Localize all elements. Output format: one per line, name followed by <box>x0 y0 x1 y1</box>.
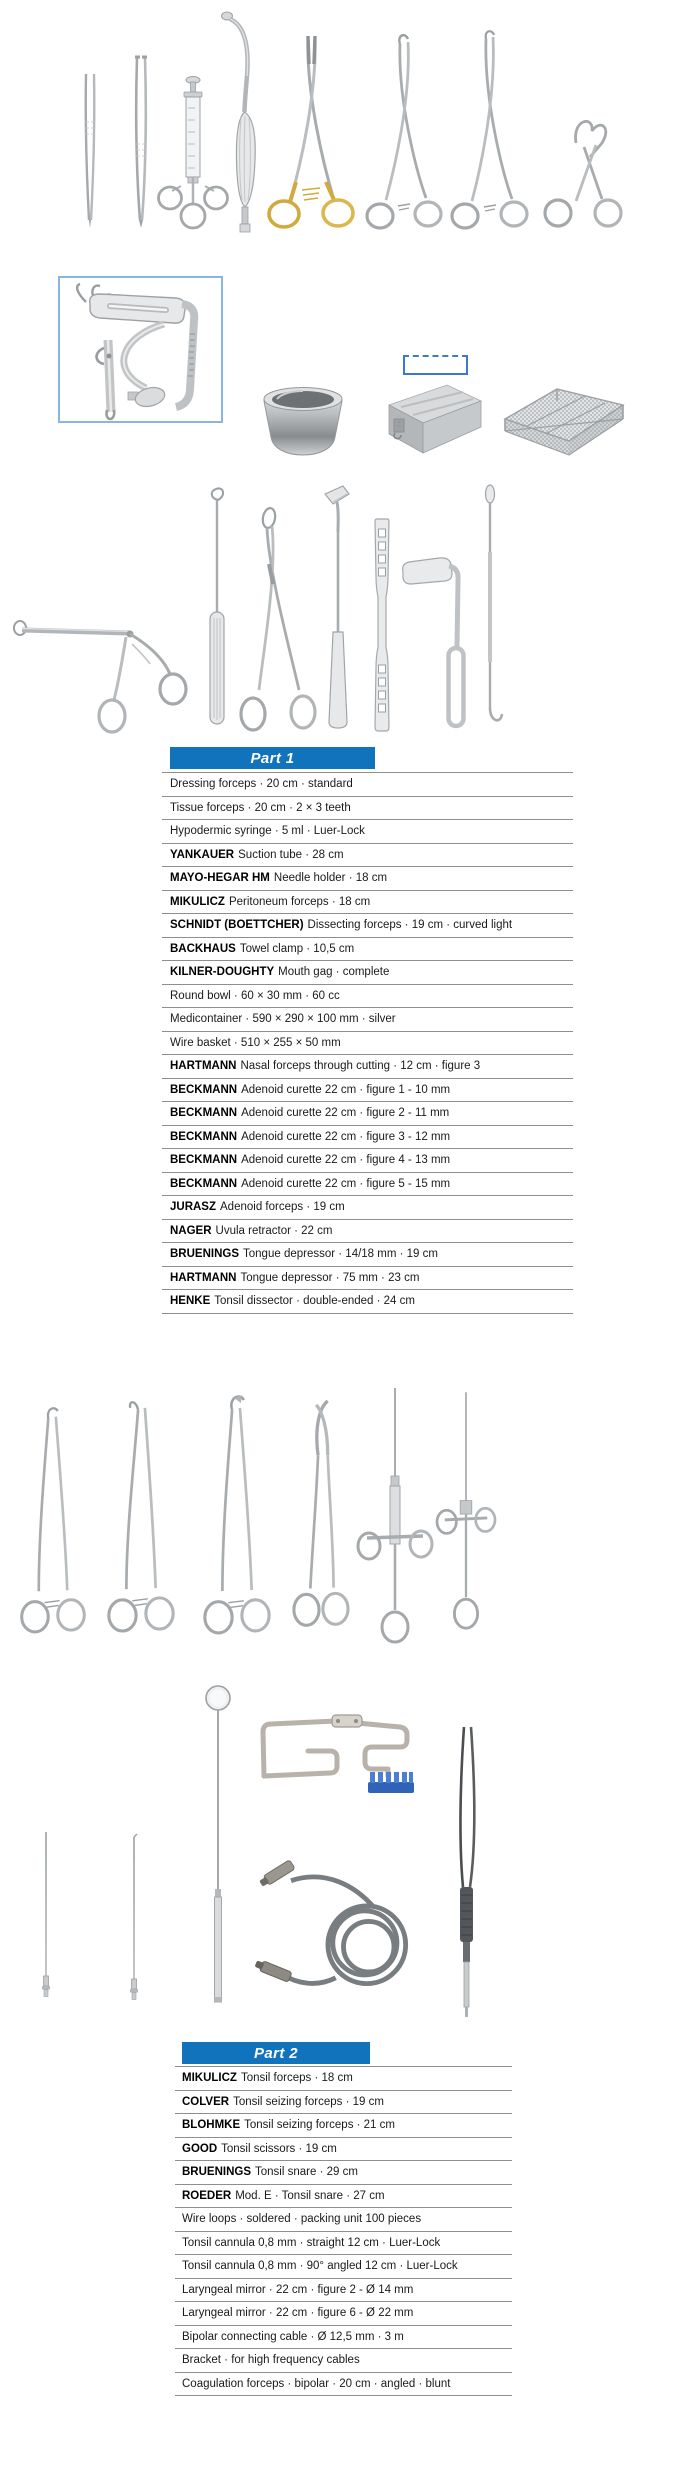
part2-table-row <box>175 2207 512 2231</box>
tissue-forceps-image <box>128 52 154 232</box>
item-description: Medicontainer · 590 × 290 × 100 mm · silver <box>170 1013 396 1025</box>
item-description: Adenoid curette 22 cm · figure 3 - 12 mm <box>241 1130 451 1143</box>
item-description: Adenoid curette 22 cm · figure 4 - 13 mm <box>241 1154 451 1166</box>
part2-table-row <box>175 2348 512 2372</box>
item-maker-name: HARTMANN <box>170 1060 237 1072</box>
part1-table-row <box>162 1172 573 1196</box>
item-maker-name: BLOHMKE <box>182 2119 241 2131</box>
part2-table-row <box>175 2325 512 2349</box>
blohmke-tonsil-seizing-forceps-image <box>199 1387 275 1645</box>
part1-table-row <box>162 866 573 890</box>
bipolar-connecting-cable-image <box>258 1858 428 2016</box>
item-maker-name: MIKULICZ <box>170 895 225 908</box>
item-description: Wire basket · 510 × 255 × 50 mm <box>170 1036 341 1049</box>
part1-header <box>170 747 375 769</box>
part1-table-row <box>162 913 573 937</box>
item-description: Mod. E · Tonsil snare · 27 cm <box>235 2189 385 2202</box>
item-maker-name: BECKMANN <box>170 1177 238 1190</box>
part2-title: Part 2 <box>253 2044 299 2062</box>
jurasz-adenoid-forceps-image <box>239 504 323 742</box>
item-description: Tonsil seizing forceps · 21 cm <box>244 2119 395 2131</box>
item-maker-name: BECKMANN <box>170 1154 238 1166</box>
part1-table-row <box>162 1101 573 1125</box>
item-maker-name: MIKULICZ <box>182 2072 237 2084</box>
hartmann-nasal-forceps-image <box>12 612 192 742</box>
item-description: Needle holder · 18 cm <box>273 872 388 884</box>
part1-table-row <box>162 1054 573 1078</box>
item-description: Nasal forceps through cutting · 12 cm · figure 3 <box>240 1060 481 1072</box>
part2-table-row <box>175 2278 512 2302</box>
part1-table-row <box>162 960 573 984</box>
part1-table-row <box>162 1289 573 1313</box>
part1-title: Part 1 <box>250 749 295 767</box>
item-description: Tonsil cannula 0,8 mm · straight 12 cm · Luer-Lock <box>182 2236 441 2249</box>
item-description: Suction tube · 28 cm <box>238 848 344 861</box>
item-maker-name: MAYO-HEGAR HM <box>170 872 270 884</box>
item-maker-name: JURASZ <box>170 1201 217 1213</box>
item-description: Bipolar connecting cable · Ø 12,5 mm · 3 m <box>182 2330 404 2343</box>
part1-table-row <box>162 796 573 820</box>
part1-table-row <box>162 843 573 867</box>
item-description: Tonsil scissors · 19 cm <box>221 2142 337 2155</box>
item-maker-name: KILNER-DOUGHTY <box>170 966 275 978</box>
item-description: Towel clamp · 10,5 cm <box>239 942 355 955</box>
tonsil-cannula-straight-image <box>39 1830 53 2012</box>
roeder-tonsil-snare-image <box>437 1388 495 1645</box>
item-description: Adenoid curette 22 cm · figure 5 - 15 mm <box>241 1177 451 1190</box>
yankauer-suction-tube-image <box>214 10 262 234</box>
item-description: Mouth gag · complete <box>278 966 390 978</box>
dressing-forceps-image <box>78 70 102 232</box>
schnidt-dissecting-forceps-image <box>448 27 530 232</box>
item-maker-name: BECKMANN <box>170 1083 238 1096</box>
part2-table-row <box>175 2372 512 2396</box>
part1-table <box>162 772 573 1314</box>
item-description: Tongue depressor · 75 mm · 23 cm <box>240 1271 420 1284</box>
item-description: Tonsil cannula 0,8 mm · 90° angled 12 cm · Luer-Lock <box>182 2260 458 2272</box>
item-description: Laryngeal mirror · 22 cm · figure 6 - Ø 22 mm <box>182 2307 414 2319</box>
part2-table-row <box>175 2301 512 2325</box>
part1-table-row <box>162 1195 573 1219</box>
item-description: Adenoid forceps · 19 cm <box>220 1201 345 1213</box>
item-description: Laryngeal mirror · 22 cm · figure 2 - Ø 14 mm <box>182 2283 414 2296</box>
part1-table-row <box>162 819 573 843</box>
item-maker-name: BACKHAUS <box>170 942 236 955</box>
part2-table <box>175 2066 512 2396</box>
item-maker-name: HARTMANN <box>170 1271 237 1284</box>
item-description: Peritoneum forceps · 18 cm <box>228 895 371 908</box>
item-description: Adenoid curette 22 cm · figure 2 - 11 mm <box>241 1107 450 1119</box>
item-description: Tonsil seizing forceps · 19 cm <box>233 2095 384 2108</box>
laryngeal-mirror-image <box>203 1684 233 2014</box>
part1-table-row <box>162 890 573 914</box>
mayo-hegar-needle-holder-image <box>262 30 360 232</box>
good-tonsil-scissors-image <box>291 1391 349 1643</box>
tonsil-cannula-angled-image <box>127 1833 141 2015</box>
coagulation-forceps-image <box>452 1725 482 2020</box>
item-description: Coagulation forceps · bipolar · 20 cm · angled · blunt <box>182 2377 451 2390</box>
part1-table-row <box>162 1031 573 1055</box>
part1-table-row <box>162 1148 573 1172</box>
item-maker-name: ROEDER <box>182 2189 232 2202</box>
item-description: Dissecting forceps · 19 cm · curved light <box>307 919 513 931</box>
round-bowl-image <box>261 385 346 458</box>
part2-table-row <box>175 2231 512 2255</box>
item-maker-name: NAGER <box>170 1224 212 1237</box>
item-maker-name: HENKE <box>170 1295 211 1307</box>
part1-table-row <box>162 772 573 796</box>
part1-table-row <box>162 1125 573 1149</box>
item-description: Bracket · for high frequency cables <box>182 2354 360 2366</box>
item-description: Uvula retractor · 22 cm <box>215 1224 333 1237</box>
part1-table-row <box>162 984 573 1008</box>
item-maker-name: SCHNIDT (BOETTCHER) <box>170 919 304 931</box>
item-maker-name: GOOD <box>182 2142 218 2155</box>
item-description: Tonsil snare · 29 cm <box>255 2166 358 2178</box>
nager-uvula-retractor-image <box>321 482 353 738</box>
part1-table-row <box>162 937 573 961</box>
part1-table-row <box>162 1266 573 1290</box>
part1-table-row <box>162 1078 573 1102</box>
beckmann-adenoid-curette-image <box>204 484 232 734</box>
henke-tonsil-dissector-image <box>477 482 505 734</box>
item-description: Tongue depressor · 14/18 mm · 19 cm <box>243 1248 438 1260</box>
colver-tonsil-seizing-forceps-image <box>103 1392 179 1642</box>
backhaus-towel-clamp-image <box>538 113 624 231</box>
part2-header <box>182 2042 370 2064</box>
item-maker-name: COLVER <box>182 2095 230 2108</box>
item-maker-name: YANKAUER <box>170 848 235 861</box>
item-description: Dressing forceps · 20 cm · standard <box>170 778 353 790</box>
part1-table-row <box>162 1007 573 1031</box>
item-description: Tissue forceps · 20 cm · 2 × 3 teeth <box>170 801 351 814</box>
item-description: Tonsil dissector · double-ended · 24 cm <box>214 1295 415 1307</box>
part1-table-row <box>162 1242 573 1266</box>
hartmann-tongue-depressor-image <box>399 552 463 734</box>
item-description: Round bowl · 60 × 30 mm · 60 cc <box>170 989 340 1002</box>
dashed-placeholder-rect <box>403 355 468 375</box>
wire-basket-image <box>499 379 629 461</box>
item-description: Hypodermic syringe · 5 ml · Luer-Lock <box>170 825 365 837</box>
part2-table-row <box>175 2113 512 2137</box>
bracket-for-hf-cables-image <box>250 1710 420 1798</box>
medicontainer-image <box>367 377 488 459</box>
part2-table-row <box>175 2254 512 2278</box>
part2-table-row <box>175 2137 512 2161</box>
item-description: Tonsil forceps · 18 cm <box>240 2072 353 2084</box>
bruenings-tongue-depressor-image <box>367 517 397 733</box>
item-maker-name: BECKMANN <box>170 1107 238 1119</box>
part2-table-row <box>175 2184 512 2208</box>
part2-table-row <box>175 2090 512 2114</box>
mikulicz-peritoneum-forceps-image <box>364 30 444 232</box>
item-description: Wire loops · soldered · packing unit 100 pieces <box>182 2213 422 2225</box>
part1-table-row <box>162 1219 573 1243</box>
item-maker-name: BECKMANN <box>170 1130 238 1143</box>
mikulicz-tonsil-forceps-image <box>16 1396 90 1646</box>
item-maker-name: BRUENINGS <box>182 2166 252 2178</box>
bruenings-tonsil-snare-image <box>357 1388 433 1644</box>
part2-table-row <box>175 2066 512 2090</box>
part2-table-row <box>175 2160 512 2184</box>
kilner-doughty-mouth-gag-image <box>64 282 216 418</box>
item-description: Adenoid curette 22 cm · figure 1 - 10 mm <box>241 1083 451 1096</box>
item-maker-name: BRUENINGS <box>170 1248 240 1260</box>
